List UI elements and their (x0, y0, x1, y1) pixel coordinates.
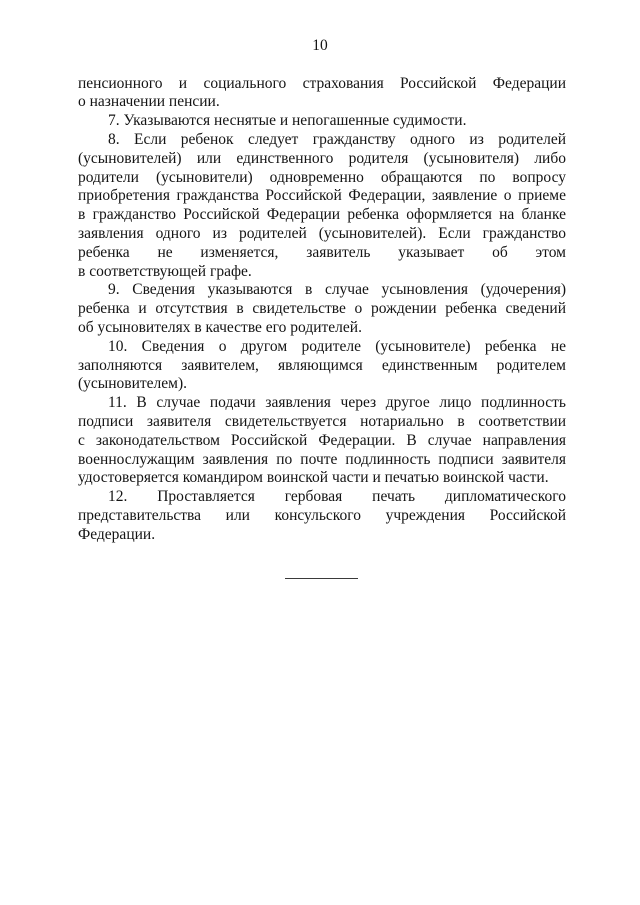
paragraph-line: о назначении пенсии. (78, 93, 220, 111)
paragraph-line: родители (усыновители) одновременно обращаются по вопросу (78, 168, 566, 186)
paragraph-item-10 (78, 338, 566, 394)
paragraph-item-8 (78, 131, 566, 281)
paragraph-line: (усыновителей) или единственного родителя (усыновителя) либо (78, 149, 566, 167)
paragraph-item-9 (78, 281, 566, 337)
paragraph-line: удостоверяется командиром воинской части и печатью воинской части. (78, 469, 549, 487)
paragraph-line: с законодательством Российской Федерации. В случае направления (78, 431, 566, 449)
paragraph-line: военнослужащим заявления по почте подлинность подписи заявителя (78, 450, 566, 468)
paragraph-line: 9. Сведения указываются в случае усыновления (удочерения) (108, 281, 566, 299)
paragraph-line: об усыновителях в качестве его родителей. (78, 318, 362, 336)
paragraph-line: 10. Сведения о другом родителе (усыновителе) ребенка не (108, 337, 566, 355)
paragraph-line: заявления одного из родителей (усыновителей). Если гражданство (78, 224, 566, 242)
paragraph-line: ребенка не изменяется, заявитель указывает об этом (78, 243, 566, 261)
paragraph-line: 8. Если ребенок следует гражданству одного из родителей (108, 130, 566, 148)
paragraph-line: в соответствующей графе. (78, 262, 252, 280)
end-separator-line (285, 578, 358, 579)
paragraph-continuation (78, 75, 566, 113)
paragraph-line: (усыновителем). (78, 375, 187, 393)
paragraph-line: представительства или консульского учреждения Российской (78, 506, 566, 524)
paragraph-line: пенсионного и социального страхования Российской Федерации (78, 74, 566, 92)
paragraph-line: заполняются заявителем, являющимся единственным родителем (78, 356, 566, 374)
paragraph-line: 11. В случае подачи заявления через другое лицо подлинность (108, 394, 566, 412)
page-number: 10 (312, 37, 328, 54)
paragraph-line: ребенка и отсутствия в свидетельстве о рождении ребенка сведений (78, 300, 566, 318)
document-body (78, 75, 566, 545)
paragraph-line: в гражданство Российской Федерации ребенка оформляется на бланке (78, 206, 566, 224)
paragraph-line: 7. Указываются неснятые и непогашенные судимости. (108, 112, 467, 130)
paragraph-line: Федерации. (78, 525, 156, 543)
paragraph-item-11 (78, 394, 566, 488)
paragraph-item-12 (78, 488, 566, 544)
paragraph-line: подписи заявителя свидетельствуется нотариально в соответствии (78, 412, 566, 430)
paragraph-item-7 (78, 112, 566, 131)
paragraph-line: приобретения гражданства Российской Федерации, заявление о приеме (78, 187, 566, 205)
paragraph-line: 12. Проставляется гербовая печать дипломатического (108, 488, 566, 506)
